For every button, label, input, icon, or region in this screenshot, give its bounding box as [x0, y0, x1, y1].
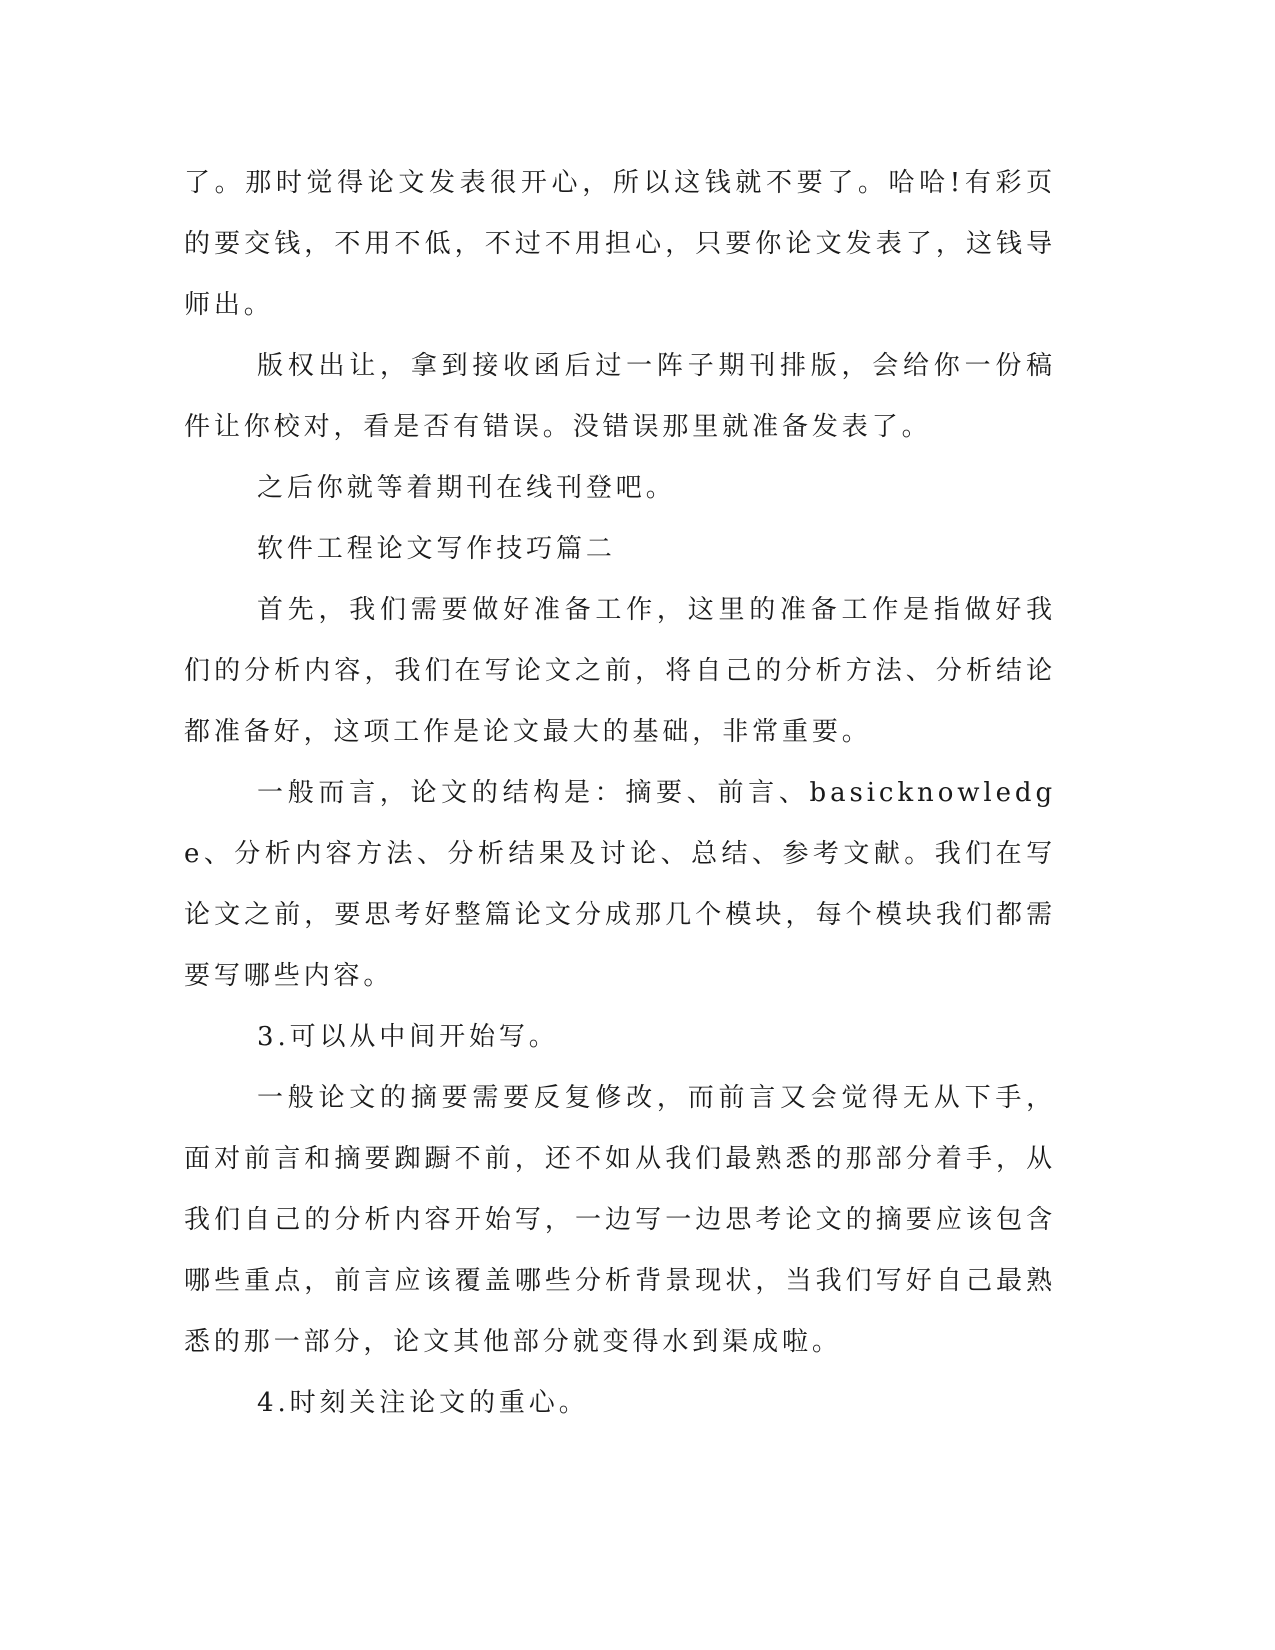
- paragraph-1: 了。那时觉得论文发表很开心，所以这钱就不要了。哈哈!有彩页的要交钱，不用不低，不过不用担心，只要你论文发表了，这钱导师出。: [184, 168, 1056, 320]
- point-3-heading: 3.可以从中间开始写。: [257, 1022, 559, 1052]
- paragraph-2: 版权出让，拿到接收函后过一阵子期刊排版，会给你一份稿件让你校对，看是否有错误。没错误那里就准备发表了。: [184, 351, 1056, 442]
- document-body: [184, 153, 1056, 1434]
- paragraph-8: 一般论文的摘要需要反复修改，而前言又会觉得无从下手，面对前言和摘要踟蹰不前，还不如从我们最熟悉的那部分着手，从我们自己的分析内容开始写，一边写一边思考论文的摘要应该包含哪些重点，前言应该覆盖哪些分析背景现状，当我们写好自己最熟悉的那一部分，论文其他部分就变得水到渠成啦。: [184, 1083, 1056, 1357]
- section-heading: 软件工程论文写作技巧篇二: [257, 534, 616, 564]
- point-4-heading: 4.时刻关注论文的重心。: [257, 1388, 589, 1418]
- paragraph-3: 之后你就等着期刊在线刊登吧。: [257, 473, 676, 503]
- paragraph-5: 首先，我们需要做好准备工作，这里的准备工作是指做好我们的分析内容，我们在写论文之前，将自己的分析方法、分析结论都准备好，这项工作是论文最大的基础，非常重要。: [184, 595, 1056, 747]
- paragraph-6: 一般而言，论文的结构是：摘要、前言、basicknowledge、分析内容方法、分析结果及讨论、总结、参考文献。我们在写论文之前，要思考好整篇论文分成那几个模块，每个模块我们都需要写哪些内容。: [184, 778, 1056, 991]
